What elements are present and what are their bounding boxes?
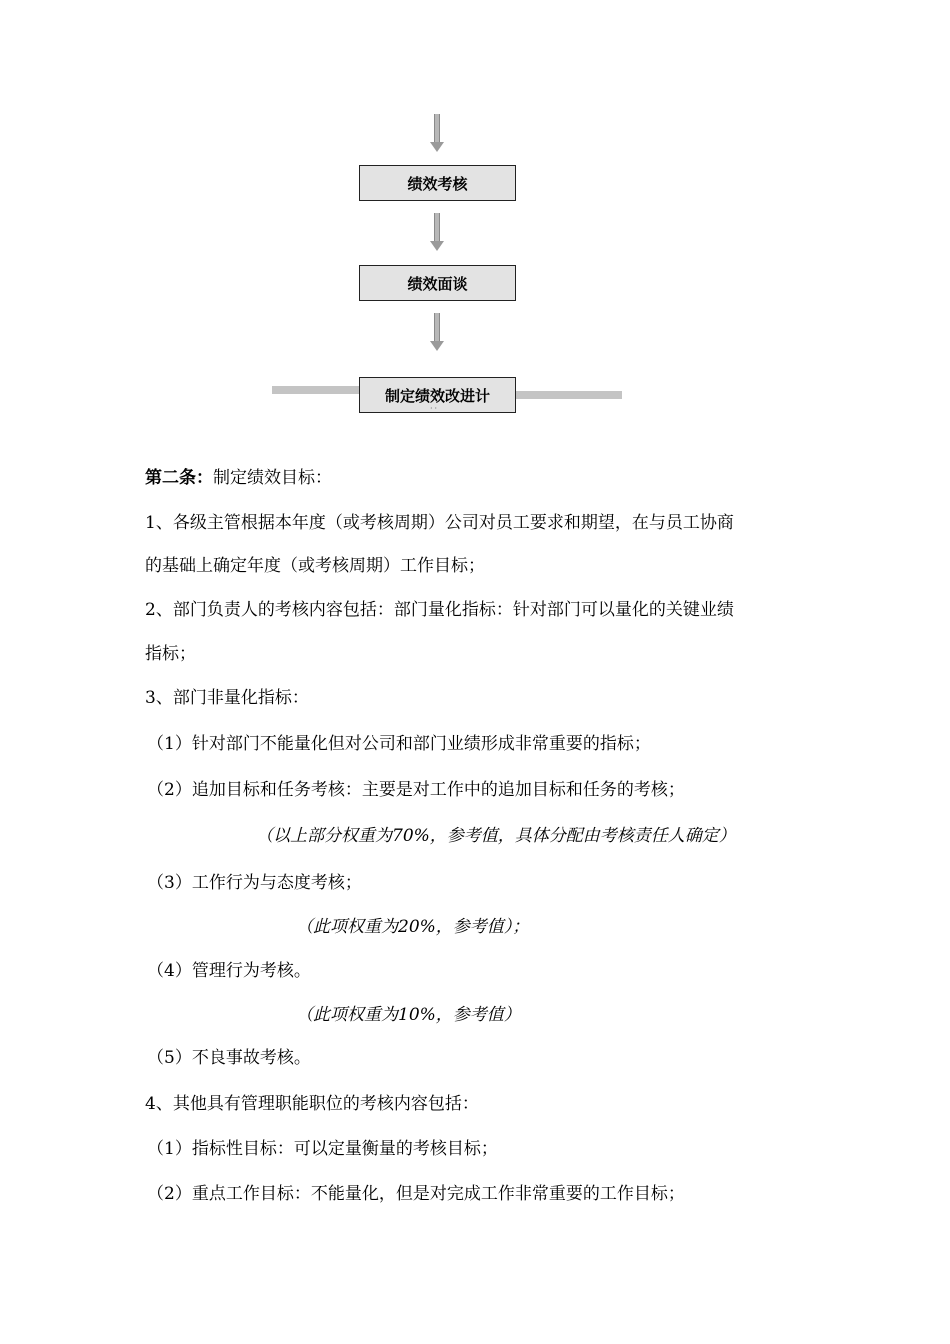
down-arrow-3 [430, 313, 444, 353]
text-line: （2）追加目标和任务考核：主要是对工作中的追加目标和任务的考核； [147, 780, 685, 800]
weight-note: （此项权重为20%，参考值）； [296, 917, 530, 937]
weight-note: （以上部分权重为70%，参考值，具体分配由考核责任人确定） [256, 826, 736, 846]
text-line: 的基础上确定年度（或考核周期）工作目标； [145, 556, 485, 576]
down-arrow-2 [430, 213, 444, 253]
text-line: 2、部门负责人的考核内容包括：部门量化指标：针对部门可以量化的关键业绩 [145, 600, 734, 620]
heading-label: 第二条： [145, 468, 213, 488]
text-line: （3）工作行为与态度考核； [147, 873, 362, 893]
text-line: （2）重点工作目标：不能量化，但是对完成工作非常重要的工作目标； [147, 1184, 685, 1204]
flow-box-performance-review: 绩效考核 [359, 165, 516, 201]
down-arrow-1 [430, 114, 444, 154]
text-line: 3、部门非量化指标： [145, 688, 309, 708]
text-line: 4、其他具有管理职能职位的考核内容包括： [145, 1094, 479, 1114]
text-line: （5）不良事故考核。 [147, 1048, 311, 1068]
connector-bar-right [514, 391, 622, 399]
overflow-marker: ·· [430, 404, 440, 413]
article-heading [145, 467, 332, 489]
text-line: 1、各级主管根据本年度（或考核周期）公司对员工要求和期望，在与员工协商 [145, 513, 734, 533]
text-line: 指标； [145, 644, 196, 664]
flow-box-performance-interview: 绩效面谈 [359, 265, 516, 301]
text-line: （1）指标性目标：可以定量衡量的考核目标； [147, 1139, 498, 1159]
connector-bar-left [272, 386, 362, 394]
text-line: （4）管理行为考核。 [147, 961, 311, 981]
weight-note: （此项权重为10%，参考值） [296, 1005, 521, 1025]
heading-text: 制定绩效目标： [213, 468, 332, 488]
flow-box-improvement-plan: 制定绩效改进计 [359, 377, 516, 413]
text-line: （1）针对部门不能量化但对公司和部门业绩形成非常重要的指标； [147, 734, 651, 754]
